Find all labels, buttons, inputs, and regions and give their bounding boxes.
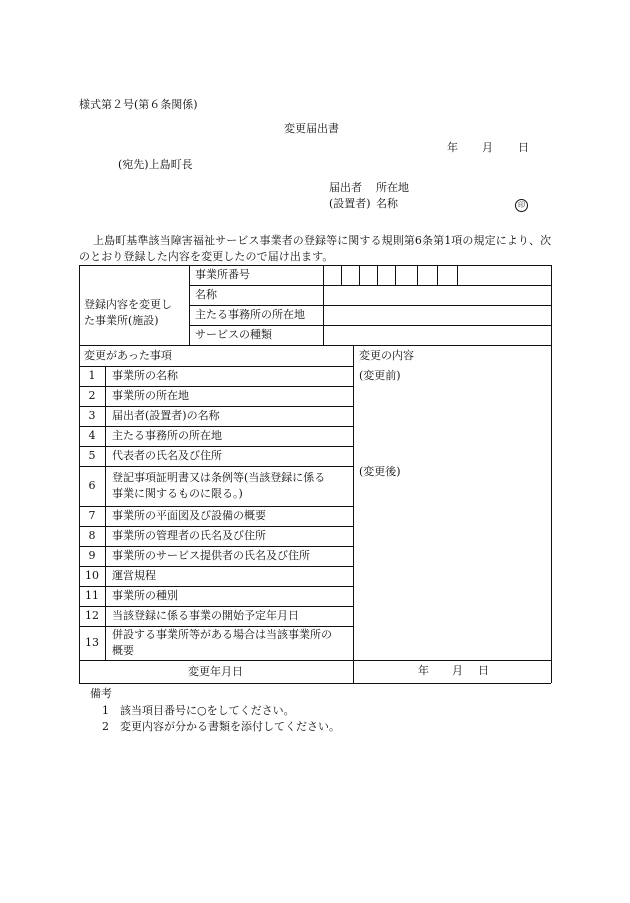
notes-heading: 備考 bbox=[90, 687, 112, 700]
item-text: 事業所の平面図及び設備の概要 bbox=[112, 509, 266, 522]
item-text: 事業所のサービス提供者の氏名及び住所 bbox=[112, 549, 310, 562]
item-no: 7 bbox=[88, 509, 96, 522]
item-no: 9 bbox=[88, 549, 96, 562]
item-text: 代表者の氏名及び住所 bbox=[112, 449, 222, 462]
date-year: 年 bbox=[447, 141, 458, 154]
field-name: 名称 bbox=[195, 288, 217, 301]
item-text: 届出者(設置者)の名称 bbox=[112, 409, 220, 422]
field-main-office-address: 主たる事務所の所在地 bbox=[195, 308, 305, 321]
item-text-line2: 概要 bbox=[112, 644, 134, 657]
item-no: 13 bbox=[85, 636, 99, 649]
date-day: 日 bbox=[518, 141, 529, 154]
header-change-content: 変更の内容 bbox=[359, 349, 414, 362]
note-text: 変更内容が分かる書類を添付してください。 bbox=[120, 720, 340, 733]
header-changed-items: 変更があった事項 bbox=[84, 349, 172, 362]
item-no: 8 bbox=[88, 529, 96, 542]
item-text: 事業所の名称 bbox=[112, 369, 178, 382]
item-no: 2 bbox=[88, 389, 96, 402]
item-text: 当該登録に係る事業の開始予定年月日 bbox=[112, 609, 299, 622]
office-label-line1: 登録内容を変更し bbox=[84, 298, 172, 311]
address-label: 所在地 bbox=[376, 181, 409, 194]
item-text-line1: 登記事項証明書又は条例等(当該登録に係る bbox=[112, 471, 326, 484]
field-service-type: サービスの種類 bbox=[195, 328, 272, 341]
office-label-line2: た事業所(施設) bbox=[84, 314, 159, 327]
note-text: 該当項目番号に○をしてください。 bbox=[120, 704, 295, 717]
seal-icon: 印 bbox=[515, 199, 528, 212]
page-title: 変更届出書 bbox=[284, 122, 339, 135]
applicant-label: 届出者 bbox=[329, 181, 362, 194]
item-no: 10 bbox=[85, 569, 99, 582]
item-text: 事業所の所在地 bbox=[112, 389, 189, 402]
item-text-line2: 事業に関するものに限る。) bbox=[112, 487, 243, 500]
item-text: 事業所の管理者の氏名及び住所 bbox=[112, 529, 266, 542]
item-no: 1 bbox=[88, 369, 96, 382]
after-label: (変更後) bbox=[359, 465, 401, 478]
date-month: 月 bbox=[482, 141, 493, 154]
item-no: 11 bbox=[85, 589, 99, 602]
change-date-day: 日 bbox=[478, 664, 489, 677]
item-no: 5 bbox=[88, 449, 96, 462]
seal-mark bbox=[515, 197, 528, 212]
operator-label: (設置者) bbox=[329, 197, 371, 210]
intro-text: 上島町基準該当障害福祉サービス事業者の登録等に関する規則第6条第1項の規定により、次のとおり登録した内容を変更したので届け出ます。 bbox=[79, 234, 552, 263]
before-label: (変更前) bbox=[359, 369, 401, 382]
form-number: 様式第２号(第６条関係) bbox=[79, 98, 198, 111]
item-text: 運営規程 bbox=[112, 569, 156, 582]
item-no: 12 bbox=[85, 609, 99, 622]
item-no: 3 bbox=[88, 409, 96, 422]
change-date-month: 月 bbox=[452, 664, 463, 677]
note-no: 1 bbox=[102, 704, 109, 717]
name-label: 名称 bbox=[376, 197, 398, 210]
note-no: 2 bbox=[102, 720, 109, 733]
addressee: (宛先)上島町長 bbox=[118, 158, 193, 171]
item-no: 4 bbox=[88, 429, 96, 442]
change-date-year: 年 bbox=[418, 664, 429, 677]
change-date-label: 変更年月日 bbox=[188, 665, 243, 678]
item-text: 主たる事務所の所在地 bbox=[112, 429, 222, 442]
item-text: 事業所の種別 bbox=[112, 589, 178, 602]
item-no: 6 bbox=[88, 479, 96, 492]
field-office-number: 事業所番号 bbox=[195, 268, 250, 281]
item-text-line1: 併設する事業所等がある場合は当該事業所の bbox=[112, 628, 332, 641]
